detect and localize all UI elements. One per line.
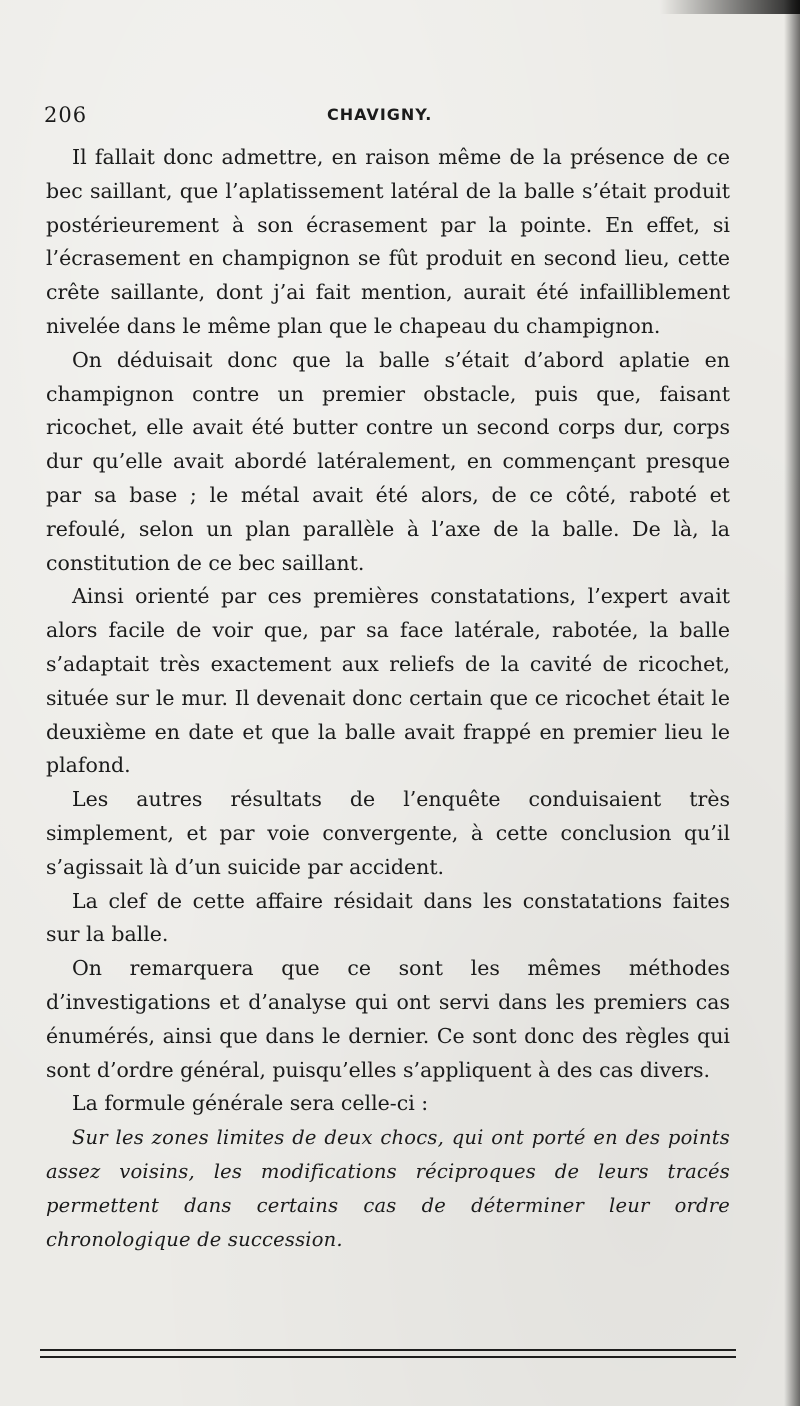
page-number: 206 bbox=[44, 103, 88, 127]
paragraph-2: On déduisait donc que la balle s’était d’abord aplatie en champignon contre un premier obstacle, puis que, faisant ricochet, elle avait été butter contre un second corps dur, corps dur qu’elle avait abordé latéralement, en commençant presque par sa base ; le métal avait été alors, de ce côté, raboté et refoulé, selon un plan parallèle à l’axe de la balle. De là, la constitution de ce bec saillant. bbox=[46, 347, 730, 575]
paragraph-1: Il fallait donc admettre, en raison même de la présence de ce bec saillant, que l’aplatissement latéral de la balle s’était produit postérieurement à son écrasement par la pointe. En effet, si l’écrasement en champignon se fût produit en second lieu, cette crête saillante, dont j’ai fait mention, aurait été infailliblement nivelée dans le même plan que le chapeau du champignon. bbox=[46, 145, 730, 338]
paragraph-5: La clef de cette affaire résidait dans les constatations faites sur la balle. bbox=[46, 888, 730, 947]
general-formula: Sur les zones limites de deux chocs, qui ont porté en des points assez voisins, les modifications réciproques de leurs tracés permettent dans certains cas de déterminer leur ordre chronologique de succession. bbox=[46, 1126, 730, 1251]
running-head: CHAVIGNY. bbox=[327, 105, 433, 124]
footer-double-rule bbox=[40, 1349, 736, 1361]
paragraph-4: Les autres résultats de l’enquête conduisaient très simplement, et par voie convergente, à cette conclusion qu’il s’agissait là d’un suicide par accident. bbox=[46, 787, 730, 879]
footer-rule-top bbox=[40, 1349, 736, 1351]
page-edge-shadow bbox=[784, 0, 800, 1406]
body-text bbox=[46, 141, 730, 1256]
page-corner-shadow bbox=[660, 0, 800, 14]
paragraph-6: On remarquera que ce sont les mêmes méthodes d’investigations et d’analyse qui ont servi dans les premiers cas énumérés, ainsi que dans le dernier. Ce sont donc des règles qui sont d’ordre général, puisqu’elles s’appliquent à des cas divers. bbox=[46, 956, 730, 1082]
paragraph-3: Ainsi orienté par ces premières constatations, l’expert avait alors facile de voir que, par sa face latérale, rabotée, la balle s’adaptait très exactement aux reliefs de la cavité de ricochet, située sur le mur. Il devenait donc certain que ce ricochet était le deuxième en date et que la balle avait frappé en premier lieu le plafond. bbox=[46, 584, 730, 778]
footer-rule-bottom bbox=[40, 1356, 736, 1358]
paragraph-7: La formule générale sera celle-ci : bbox=[72, 1091, 429, 1116]
page-header bbox=[44, 103, 732, 135]
